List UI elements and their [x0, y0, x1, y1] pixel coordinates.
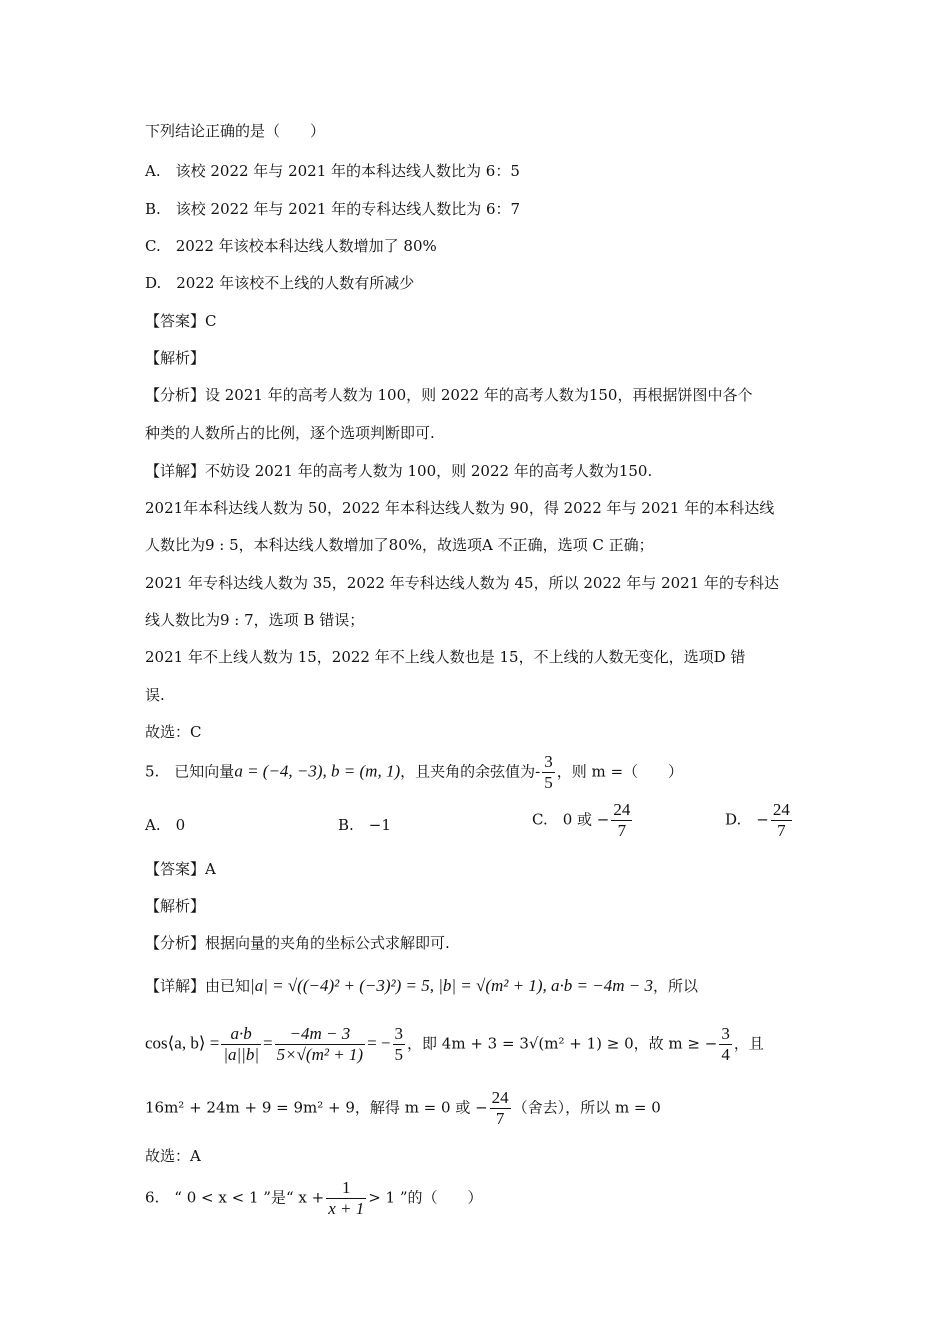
question-stem: 下列结论正确的是（ ） [145, 122, 326, 140]
question-5: 5. 已知向量a = (−4, −3), b = (m, 1)，且夹角的余弦值为- $\frac{3}{5}$ ，则 m =（ ） [145, 752, 684, 792]
fraction-24-7: $\frac{24}{7}$ [772, 800, 790, 840]
fraction-cos-expression: $\frac{-4m - 3}{\text{5×√(m² + 1)}}$ [276, 1024, 364, 1064]
final-choice: 故选：C [145, 723, 202, 741]
detail-line: 线人数比为9 : 7，选项 B 错误； [145, 611, 365, 629]
option-d: D. 2022 年该校不上线的人数有所减少 [145, 274, 415, 292]
detail-line: 【详解】不妨设 2021 年的高考人数为 100，则 2022 年的高考人数为150. [145, 462, 653, 480]
vector-expression: a = (−4, −3), b = (m, 1) [234, 761, 401, 781]
cosine-derivation: cos⟨a, b⟩ = $\frac{a\cdot b}{|a||b|}$ = $\frac{-4m - 3}{\text{5×√(m² + 1)}}$ = − $\frac{3}{5}$ ，即 4m + 3 = 3√(m² + 1) ≥ 0，故 m ≥ − $\frac{3}{4}$ ，且 [145, 1024, 764, 1064]
option-c: C. 0 或 − $\frac{24}{7}$ [532, 800, 631, 840]
analysis-line: 【分析】设 2021 年的高考人数为 100，则 2022 年的高考人数为150，再根据饼图中各个 [145, 386, 753, 404]
question-6: 6. “ 0 < x < 1 ”是“ x + $\frac{1}{x + 1}$ > 1 ”的（ ） [145, 1178, 483, 1218]
analysis-label: 【解析】 [145, 897, 206, 915]
fraction-3-4: $\frac{3}{4}$ [721, 1024, 730, 1064]
analysis-line: 【分析】根据向量的夹角的坐标公式求解即可. [145, 934, 450, 952]
fraction-1-over-x-plus-1: $\frac{1}{x + 1}$ [328, 1178, 365, 1218]
option-b: B. 该校 2022 年与 2021 年的专科达线人数比为 6：7 [145, 200, 521, 218]
option-a: A. 0 [145, 816, 186, 834]
detail-line: 人数比为9 : 5，本科达线人数增加了80%，故选项A 不正确，选项 C 正确； [145, 536, 654, 554]
detail-line: 误. [145, 686, 165, 704]
option-d: D. − $\frac{24}{7}$ [725, 800, 790, 840]
equation-solution: 16m² + 24m + 9 = 9m² + 9，解得 m = 0 或 − $\frac{24}{7}$ （舍去），所以 m = 0 [145, 1088, 661, 1128]
fraction-24-7: $\frac{24}{7}$ [491, 1088, 509, 1128]
option-b: B. −1 [338, 816, 391, 834]
fraction-dot-over-norms: $\frac{a\cdot b}{|a||b|}$ [223, 1024, 260, 1064]
option-a: A. 该校 2022 年与 2021 年的本科达线人数比为 6：5 [145, 162, 520, 180]
analysis-line: 种类的人数所占的比例，逐个选项判断即可. [145, 424, 435, 442]
detail-line: 2021年本科达线人数为 50，2022 年本科达线人数为 90，得 2022 年与 2021 年的本科达线 [145, 499, 775, 517]
fraction-24-7: $\frac{24}{7}$ [613, 800, 631, 840]
detail-line: 2021 年专科达线人数为 35，2022 年专科达线人数为 45，所以 2022 年与 2021 年的专科达 [145, 574, 780, 592]
detail-line: 【详解】由已知|a| = √((−4)² + (−3)²) = 5, |b| = √(m² + 1), a·b = −4m − 3，所以 [145, 976, 698, 995]
detail-line: 2021 年不上线人数为 15，2022 年不上线人数也是 15，不上线的人数无变化，选项D 错 [145, 648, 746, 666]
magnitude-formula: |a| = √((−4)² + (−3)²) = 5, |b| = √(m² + 1), a·b = −4m − 3 [250, 976, 653, 995]
answer-label: 【答案】C [145, 312, 217, 330]
option-c: C. 2022 年该校本科达线人数增加了 80% [145, 237, 437, 255]
analysis-label: 【解析】 [145, 349, 206, 367]
fraction-3-5: $\frac{3}{5}$ [394, 1024, 404, 1064]
answer-label: 【答案】A [145, 860, 216, 878]
final-choice: 故选：A [145, 1147, 201, 1165]
fraction-3-5: $\frac{3}{5}$ [544, 752, 553, 792]
